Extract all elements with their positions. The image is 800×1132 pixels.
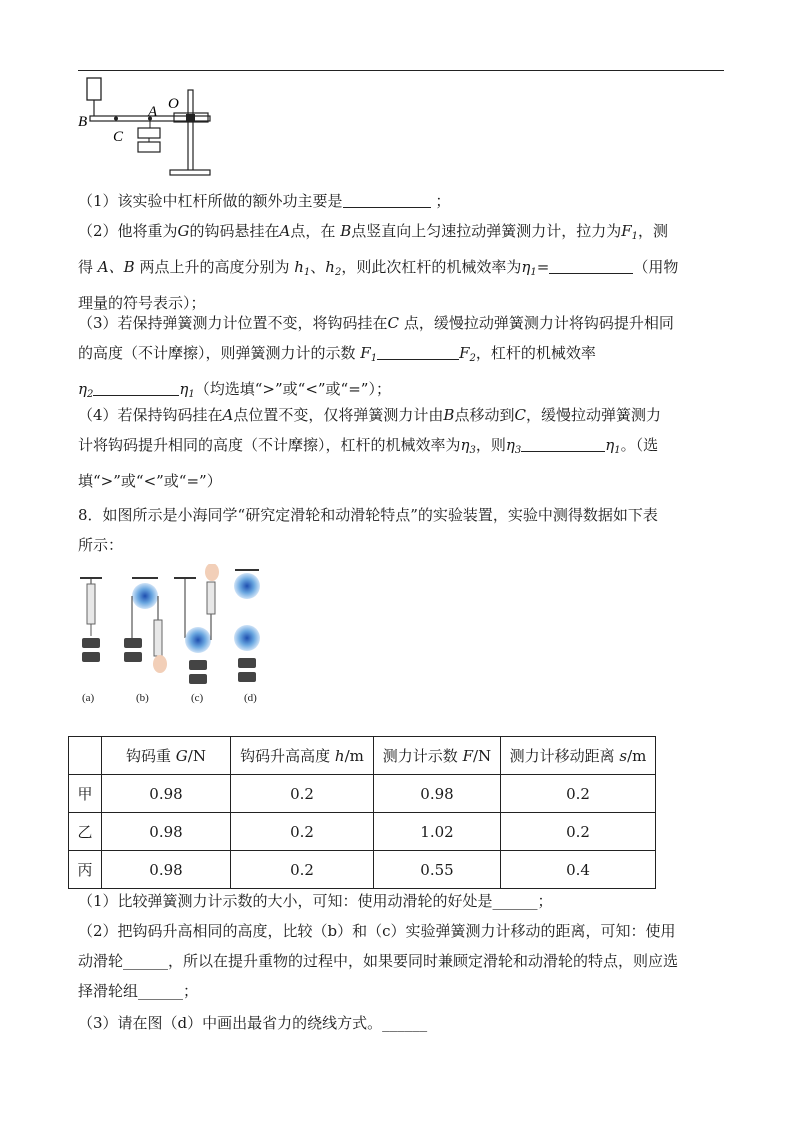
answer-blank[interactable]: [521, 437, 605, 452]
table-cell: 0.98: [374, 775, 501, 813]
q7-part1: （1）该实验中杠杆所做的额外功主要是 ；: [78, 192, 451, 210]
q8-part1: （1）比较弹簧测力计示数的大小，可知：使用动滑轮的好处是______；: [78, 892, 553, 910]
label-a: A: [148, 104, 158, 120]
row-label: 丙: [69, 851, 102, 889]
table-cell: 0.2: [501, 813, 656, 851]
table-cell: 0.2: [231, 851, 374, 889]
table-cell: 0.2: [231, 775, 374, 813]
q7-part2: （2）他将重为G的钩码悬挂在A点，在 B点竖直向上匀速拉动弹簧测力计，拉力为$F_1$，测 得 A、B 两点上升的高度分别为 $h_1$、$h_2$，则此次杠杆的机械效率为$\eta_1=$ （用物 理量的符号表示）；: [78, 222, 679, 312]
answer-blank[interactable]: [549, 259, 633, 274]
table-corner-cell: [69, 737, 102, 775]
row-label: 乙: [69, 813, 102, 851]
table-cell: 0.55: [374, 851, 501, 889]
q8-part2: （2）把钩码升高相同的高度，比较（b）和（c）实验弹簧测力计移动的距离，可知：使用 动滑轮______，所以在提升重物的过程中，如果要同时兼顾定滑轮和动滑轮的特点，则应选 择滑轮组______；: [78, 922, 679, 1000]
q7-part3: （3）若保持弹簧测力计位置不变，将钩码挂在C 点，缓慢拉动弹簧测力计将钩码提升相同 的高度（不计摩擦），则弹簧测力计的示数 $F_1$ $F_2$，杠杆的机械效率 $\eta_2$ $\eta_1$（均选填“>”或“<”或“=”）；: [78, 314, 674, 400]
lever-apparatus-figure: [76, 76, 226, 186]
table-cell: 0.2: [501, 775, 656, 813]
table-header-cell: 测力计移动距离 s/m: [501, 737, 656, 775]
answer-blank[interactable]: [93, 381, 179, 396]
setup-b: [124, 578, 167, 673]
caption-d: (d): [244, 692, 257, 704]
table-header-cell: 测力计示数 F/N: [374, 737, 501, 775]
q8-part3: （3）请在图（d）中画出最省力的绕线方式。______: [78, 1014, 428, 1032]
label-c: C: [113, 129, 124, 145]
pulley-data-table: [68, 736, 656, 889]
table-cell: 0.2: [231, 813, 374, 851]
top-rule: [78, 70, 724, 71]
pulley-apparatus-figure: [70, 564, 280, 694]
table-header-row: [69, 737, 656, 775]
caption-a: (a): [82, 692, 95, 704]
q8-intro: 8．如图所示是小海同学“研究定滑轮和动滑轮特点”的实验装置，实验中测得数据如下表 所示：: [78, 506, 658, 554]
setup-c: [174, 564, 219, 684]
setup-a: [80, 578, 102, 662]
table-row: [69, 813, 656, 851]
caption-c: (c): [191, 692, 204, 704]
answer-blank[interactable]: [343, 193, 431, 208]
label-o: O: [168, 96, 179, 112]
table-row: [69, 775, 656, 813]
table-cell: 0.98: [102, 775, 231, 813]
table-row: [69, 851, 656, 889]
setup-d: [234, 570, 260, 682]
table-cell: 0.4: [501, 851, 656, 889]
caption-b: (b): [136, 692, 149, 704]
table-cell: 0.98: [102, 851, 231, 889]
row-label: 甲: [69, 775, 102, 813]
table-header-cell: 钩码重 G/N: [102, 737, 231, 775]
q7-part4: （4）若保持钩码挂在A点位置不变，仅将弹簧测力计由B点移动到C，缓慢拉动弹簧测力 计将钩码提升相同的高度（不计摩擦），杠杆的机械效率为$\eta_3$，则$\eta_3$ $\eta_1$。（选 填“>”或“<”或“=”）: [78, 406, 661, 490]
answer-blank[interactable]: [377, 345, 459, 360]
table-cell: 0.98: [102, 813, 231, 851]
table-header-cell: 钩码升高高度 h/m: [231, 737, 374, 775]
label-b: B: [78, 114, 88, 130]
table-cell: 1.02: [374, 813, 501, 851]
